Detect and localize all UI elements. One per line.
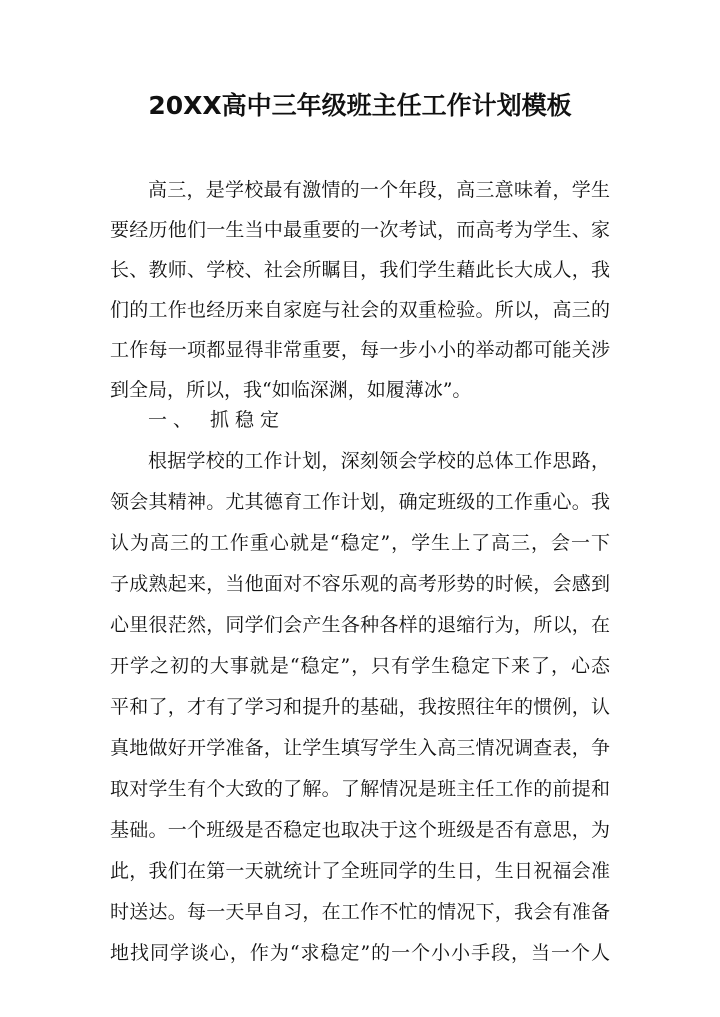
- paragraph-line: 心里很茫然，同学们会产生各种各样的退缩行为，所以，在: [110, 614, 610, 636]
- paragraph-line: 到全局，所以，我“如临深渊，如履薄冰”。: [110, 379, 472, 401]
- paragraph-line: 此，我们在第一天就统计了全班同学的生日，生日祝福会准: [110, 860, 610, 882]
- paragraph-line: 认为高三的工作重心就是“稳定”，学生上了高三，会一下: [110, 532, 610, 554]
- paragraph-line: 平和了，才有了学习和提升的基础，我按照往年的惯例，认: [110, 696, 610, 718]
- paragraph-line: 要经历他们一生当中最重要的一次考试，而高考为学生、家: [110, 219, 610, 241]
- paragraph-line: 子成熟起来，当他面对不容乐观的高考形势的时候，会感到: [110, 573, 610, 595]
- paragraph-line: 根据学校的工作计划，深刻领会学校的总体工作思路，: [148, 450, 610, 472]
- paragraph-line: 时送达。每一天早自习，在工作不忙的情况下，我会有准备: [110, 901, 610, 923]
- paragraph-line: 领会其精神。尤其德育工作计划，确定班级的工作重心。我: [110, 491, 610, 513]
- paragraph-line: 工作每一项都显得非常重要，每一步小小的举动都可能关涉: [110, 339, 610, 361]
- paragraph-line: 基础。一个班级是否稳定也取决于这个班级是否有意思，为: [110, 819, 610, 841]
- section-heading: 一、 抓稳定: [148, 409, 286, 431]
- paragraph-line: 开学之初的大事就是“稳定”，只有学生稳定下来了，心态: [110, 655, 610, 677]
- paragraph-line: 地找同学谈心，作为“求稳定”的一个小小手段，当一个人: [110, 942, 610, 964]
- paragraph-line: 真地做好开学准备，让学生填写学生入高三情况调查表，争: [110, 737, 610, 759]
- paragraph-line: 取对学生有个大致的了解。了解情况是班主任工作的前提和: [110, 778, 610, 800]
- paragraph-line: 高三，是学校最有激情的一个年段，高三意味着，学生: [148, 179, 610, 201]
- paragraph-line: 长、教师、学校、社会所瞩目，我们学生藉此长大成人，我: [110, 259, 610, 281]
- paragraph-line: 们的工作也经历来自家庭与社会的双重检验。所以，高三的: [110, 299, 610, 321]
- document-title: 20XX高中三年级班主任工作计划模板: [148, 91, 572, 120]
